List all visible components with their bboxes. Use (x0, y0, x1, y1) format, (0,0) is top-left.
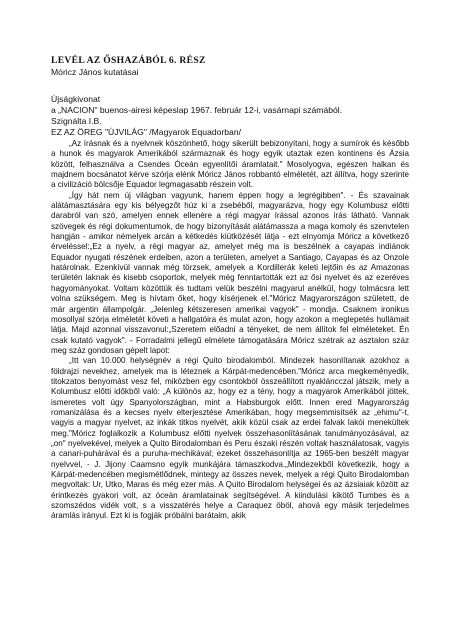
document-title: LEVÉL AZ ŐSHAZÁBÓL 6. RÉSZ (51, 55, 206, 66)
source-label: Újságkivonat (51, 94, 101, 104)
source-info (51, 94, 411, 138)
paragraph: „Az írásnak és a nyelvnek köszönhető, hogy sikerült bebizonyítani, hogy a sumírok és később a hunok és magyarok Amerikából származnak és hogy egyik utaztak ezen kontinens és Ázsia között, felhasználva a Csendes Óceán egyenlítői áramlatait." Mosolyogva, egészen halkan és majdnem bocsánatot kérve szórja elénk Móricz János robbantó elméletét, azt állítva, hogy szerinte a civilizáció bölcsője Equador legmagasabb részein volt. (51, 139, 409, 190)
paragraph: „Itt van 10.000 helységnév a régi Quito birodalomból. Mindezek hasonlítanak azokhoz a földrajzi nevekhez, amelyek ma is léteznek a Kárpát-medencében."Móricz arca megkeményedik, titokzatos benyomást vesz fel, miközben egy csontokból összeállított nyakláncczal játszik, mely a Kolumbusz előtti időkből való: „A különös az, hogy ez a tény, hogy a magyarok Amerikából jöttek, ismeretes volt úgy Spanyolországban, mint a Habsburgok előtt. Innen ered Magyarország romanizálása és a kecses nyelv elterjesztése Amerikában, hogy megsemmisítsék az „ehimu"-t, vagyis a magyar nyelvet, az inkák titkos nyelvét, akik közül csak az erdei falvak lakói menekültek meg."Móricz foglalkozik a Kolumbusz előtti nyelvek összehasonlításának tanulmányozásával, az „on" nyelvekével, melyek a Quito Birodalomban és Peru északi részén voltak használatosak, vagyis a canari-puhárával és a puruha-mechikával; ezeket összehasonlítja az 1965-ben beszélt magyar nyelvvel, - J. Jijony Caamsno egyik munkájára támaszkodva.„Mindezekből következik, hogy a Kárpát-medencében megismétlődnek, mintegy az összes nevek, melyek a régi Quito Birodalomban megvoltak: Ur, Utko, Maras és még ezer más. A Quito Birodalom helységei és az ázsiaiak között az érintkezés gyakori volt, az óceán áramlatainak segítségével. A kiindulási kikötő Tumbes és a szomszédos vidék volt, s a visszatérés helye a Caraquez öböl, ahová egy másik terjedelmes áramlás irányul. Ezt ki is fogják próbálni barátaim, akik (51, 356, 409, 521)
paragraph: „Így hát nem új világban vagyunk, hanem éppen hogy a legrégibben". - És szavainak alátámasztására egy kis bélyegzőt húz ki a zsebéből, magyarázva, hogy egy Kolumbusz előtti darabról van szó, amelyen ennek ellenére a régi magyar írással azonos írás látható. Vannak szövegek és régi dokumentumok, de hogy bizonyítását alátámassza a maga komoly és szenvtelen hangján - amikor némelyek arcán a kétkedés kiütközését látja - ezt elnyomja Móricz a következő érveléssel:„Ez a nyelv, a régi magyar az, amelyet még ma is beszélnek a cayapas indiánok Equador nyugati részének erdeiben, azon a területen, amelyet a Santiago, Cayapas és az Onzole határolnak. Ezenkívül vannak még törzsek, amelyek a Kordillerák keleti lejtőin és az Amazonas területén laknak és kisebb csoportok, melyek még fenntartották ezt az ősi nyelvet és az ezeréves hagyományokat. Voltam közöttük és tudtam velük beszélni magyarul anélkül, hogy tolmácsra lett volna szükségem. Meg is hívtam őket, hogy kísérjenek el."Móricz Magyarországon született, de már argentin állampolgár. „Jelenleg kétszeresen amerikai vagyok" - mondja. Csaknem ironikus mosollyal szórja elméletét követi a hallgatóira és mulat azon, hogy azokon a meglepetés hullámait látja. Majd azonnal visszavonul:„Szeretem előadni a tényeket, de nem állítok fel elméleteket. Én csak kutató vagyok". - Forradalmi jellegű elmélete támogatására Móricz szétrak az asztalon száz meg száz gondosan gépelt lapot: (51, 190, 409, 355)
article-heading: EZ AZ ÖREG "ÚJVILÁG" /Magyarok Equadorban/ (51, 127, 241, 138)
source-signature: Szignálta I.B. (51, 116, 102, 127)
source-publication: a „NACION" buenos-airesi képeslap 1967. február 12-i, vasárnapi számából. (51, 105, 343, 116)
document-subtitle: Móricz János kutatásai (51, 67, 139, 77)
article-body (51, 139, 409, 522)
